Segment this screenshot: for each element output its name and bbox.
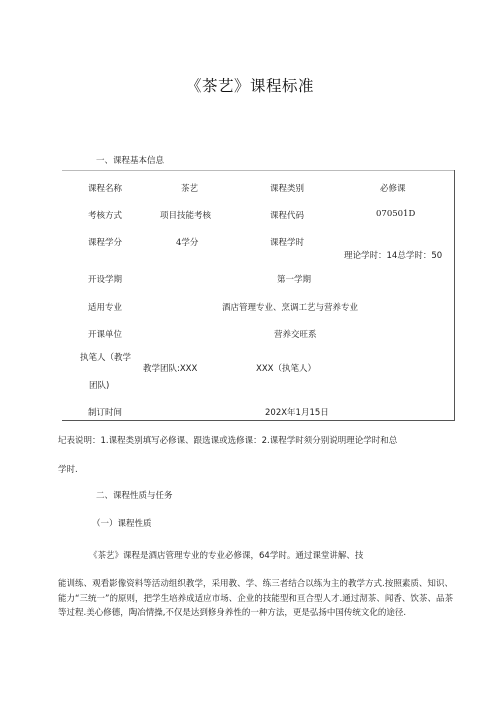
label-course-code: 课程代码 <box>270 211 305 221</box>
section-heading-basic-info: 一、课程基本信息 <box>96 156 165 166</box>
table-top-border <box>62 170 455 171</box>
table-bottom-border <box>62 420 455 421</box>
label-assessment: 考核方式 <box>88 211 123 221</box>
paragraph-first-line: 《茶艺》课程是酒店管理专业的专业必修课，64学时。通过课堂讲解、技 <box>89 551 364 561</box>
label-course-category: 课程类别 <box>270 184 305 194</box>
subheading-course-nature: （一）课程性质 <box>92 519 152 529</box>
label-course-name: 课程名称 <box>88 184 123 194</box>
label-author-line1: 执笔人（教学 <box>80 353 132 363</box>
value-department: 营养交旺系 <box>274 330 317 340</box>
value-course-name: 茶艺 <box>181 184 199 194</box>
value-author: XXX（执笔人） <box>256 364 316 374</box>
value-credits: 4学分 <box>176 238 199 248</box>
value-major: 酒店管理专业、烹调工艺与营养专业 <box>222 303 359 313</box>
table-note-line1: 圮表说明：1.课程类别填写必修课、跟选课或选修课：2.课程学时须分别说明理论学时和总 <box>58 436 398 446</box>
value-semester: 第一学期 <box>277 275 312 285</box>
paragraph-body: 能训练、观看影像资料等活动组织教学，采用教、学、练三者结合以练为主的教学方式.按照素质、知识、能力“三统一”的原则，把学生培养成适应市场、企业的技能型和亘合型人才.通过沏茶、闻香、饮茶、品茶等过程.美心修德，陶冶情操,不仅是达到修身养性的一种方法，更是弘扬中国传统文化的途径. <box>58 579 453 618</box>
label-semester: 开设学期 <box>88 275 123 285</box>
label-hours: 课程学时 <box>270 238 305 248</box>
value-teaching-team: 教学团队:XXX <box>143 364 198 374</box>
page-title: 《茶艺》课程标准 <box>185 77 314 95</box>
table-note-line2: 学时. <box>58 465 78 475</box>
value-course-category: 必修课 <box>380 184 406 194</box>
section-heading-nature-tasks: 二、课程性质与任务 <box>96 491 173 501</box>
value-course-code: 070501D <box>376 209 416 219</box>
value-date: 202X年1月15日 <box>265 408 329 418</box>
label-credits: 课程学分 <box>88 238 123 248</box>
value-assessment: 项目技能考核 <box>160 211 212 221</box>
label-department: 开课单位 <box>88 330 123 340</box>
label-major: 适用专业 <box>88 303 123 313</box>
table-right-border <box>454 170 455 421</box>
value-hours: 理论学时：14总学时：50 <box>344 251 443 261</box>
label-date: 制订时间 <box>88 408 123 418</box>
label-author-line2: 团队) <box>89 381 110 391</box>
